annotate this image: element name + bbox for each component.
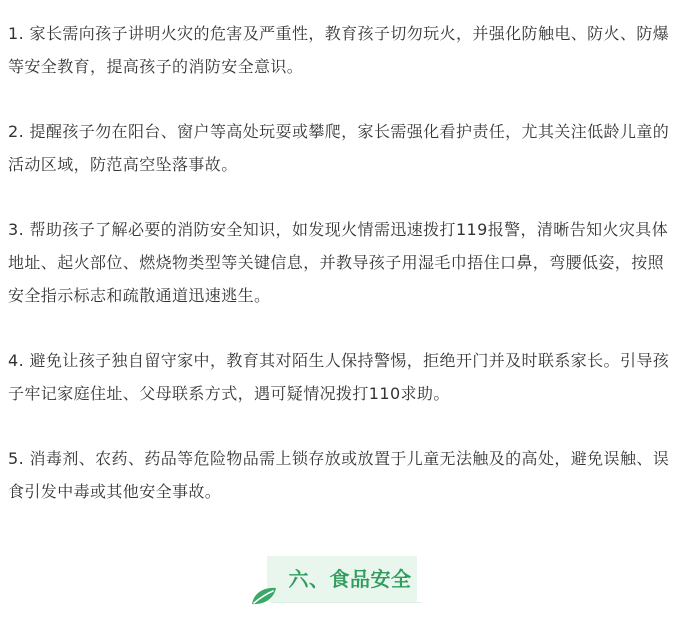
section-heading-title: 六、食品安全 — [288, 567, 412, 591]
article-body — [8, 17, 672, 508]
paragraph-fire-safety: 1. 家长需向孩子讲明火灾的危害及严重性，教育孩子切勿玩火，并强化防触电、防火、防爆等安全教育，提高孩子的消防安全意识。 — [8, 24, 670, 76]
paragraph-hazardous-items: 5. 消毒剂、农药、药品等危险物品需上锁存放或放置于儿童无法触及的高处，避免误触、误食引发中毒或其他安全事故。 — [8, 449, 670, 501]
paragraph-stranger-safety: 4. 避免让孩子独自留守家中，教育其对陌生人保持警惕，拒绝开门并及时联系家长。引导孩子牢记家庭住址、父母联系方式，遇可疑情况拨打110求助。 — [8, 351, 670, 403]
paragraph-fall-prevention: 2. 提醒孩子勿在阳台、窗户等高处玩耍或攀爬，家长需强化看护责任，尤其关注低龄儿童的活动区域，防范高空坠落事故。 — [8, 122, 670, 174]
heading-underline — [271, 602, 421, 603]
section-heading-food-safety — [249, 556, 429, 608]
paragraph-fire-knowledge: 3. 帮助孩子了解必要的消防安全知识，如发现火情需迅速拨打119报警，清晰告知火灾具体地址、起火部位、燃烧物类型等关键信息，并教导孩子用湿毛巾捂住口鼻，弯腰低姿，按照安全指示标志和疏散通道迅速逃生。 — [8, 220, 669, 305]
